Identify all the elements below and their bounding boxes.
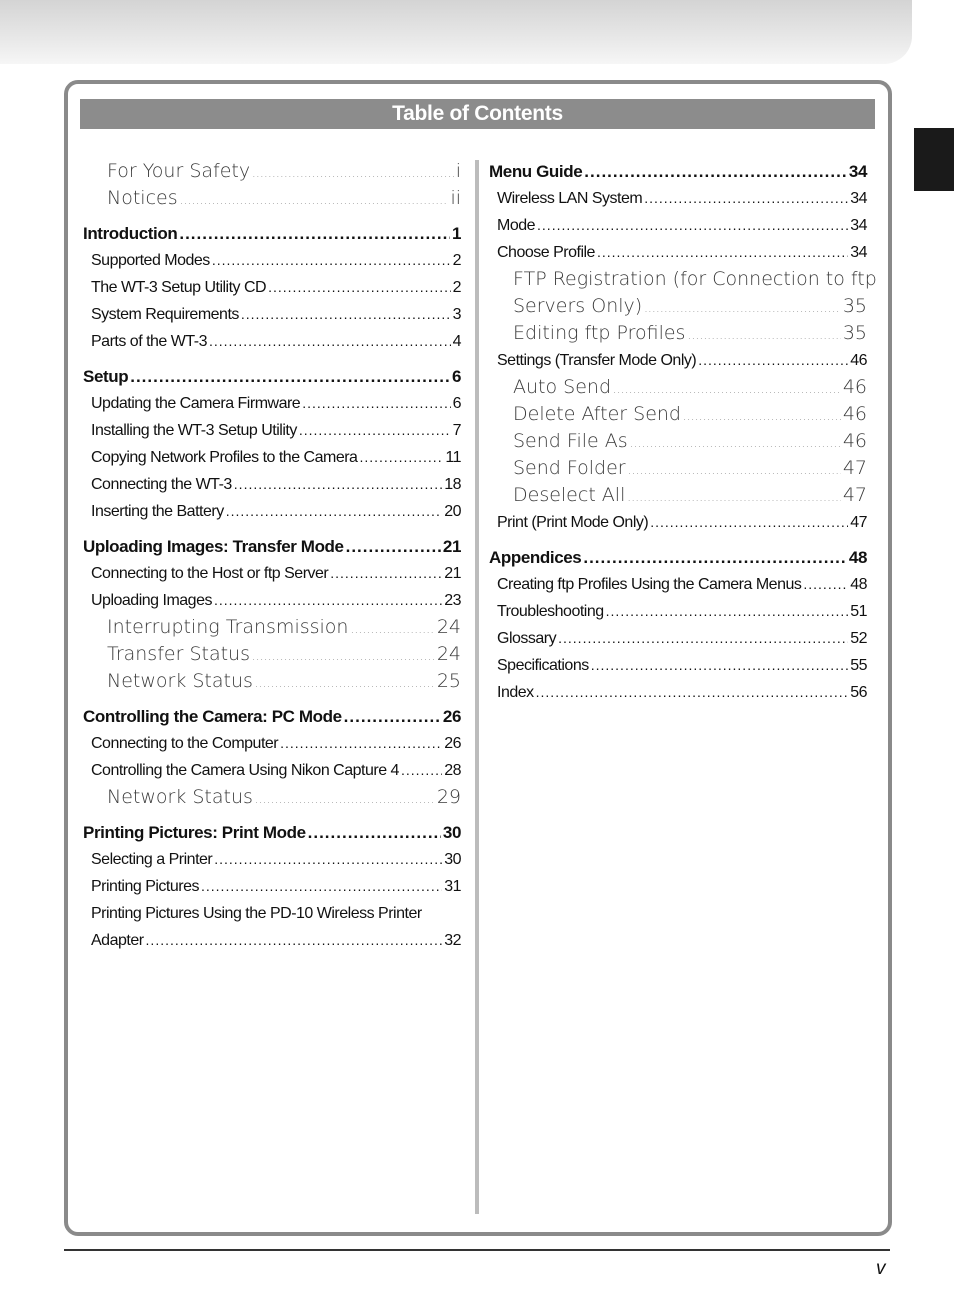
toc-entry-label: Interrupting Transmission — [107, 616, 349, 638]
toc-entry-label: Supported Modes — [91, 252, 210, 269]
toc-entry-label: Uploading Images — [91, 592, 212, 609]
dot-leader — [613, 374, 841, 403]
dot-leader — [268, 274, 450, 301]
toc-page-number: 23 — [444, 592, 461, 609]
toc-entry[interactable] — [489, 625, 867, 652]
toc-entry[interactable] — [83, 417, 461, 444]
dot-leader — [146, 927, 443, 954]
page-number: v — [876, 1258, 886, 1279]
dot-leader — [130, 363, 450, 390]
header-band — [0, 0, 912, 64]
toc-entry-label: Print (Print Mode Only) — [497, 514, 649, 531]
dot-leader — [591, 652, 848, 679]
toc-entry-label: Inserting the Battery — [91, 503, 224, 520]
toc-entry[interactable] — [489, 455, 867, 482]
toc-entry[interactable] — [83, 444, 461, 471]
toc-page-number: 3 — [452, 306, 461, 323]
dot-leader — [628, 455, 841, 484]
toc-page-number: 46 — [850, 352, 867, 369]
toc-section-heading[interactable] — [83, 220, 461, 247]
toc-page-number: 34 — [850, 217, 867, 234]
toc-section-heading[interactable] — [489, 158, 867, 185]
toc-entry-line[interactable]: FTP Registration (for Connection to ftp — [513, 268, 877, 290]
dot-leader — [241, 301, 451, 328]
toc-entry-label: Auto Send — [513, 376, 612, 398]
toc-entry[interactable] — [83, 757, 461, 784]
toc-page-number: 24 — [436, 643, 461, 665]
toc-page-number: 7 — [452, 422, 461, 439]
toc-entry-label: Delete After Send — [513, 403, 681, 425]
toc-entry-label: Servers Only) — [513, 295, 643, 317]
toc-entry-label: Connecting to the Host or ftp Server — [91, 565, 329, 582]
toc-entry[interactable] — [489, 239, 867, 266]
toc-page-number: 35 — [842, 322, 867, 344]
toc-page-number: 35 — [842, 295, 867, 317]
dot-leader — [803, 571, 848, 598]
toc-entry-label: Setup — [83, 367, 129, 386]
toc-entry-label: Notices — [107, 187, 178, 209]
dot-leader — [583, 544, 847, 571]
toc-entry-label: Parts of the WT-3 — [91, 333, 207, 350]
toc-entry[interactable] — [83, 390, 461, 417]
dot-leader — [302, 390, 450, 417]
toc-entry[interactable] — [83, 587, 461, 614]
toc-page-number: 26 — [444, 735, 461, 752]
toc-page-number: 30 — [444, 851, 461, 868]
dot-leader — [558, 625, 848, 652]
toc-page-number: 52 — [850, 630, 867, 647]
toc-entry[interactable] — [489, 185, 867, 212]
toc-entry-label: Send Folder — [513, 457, 626, 479]
toc-entry-label: Transfer Status — [107, 643, 250, 665]
toc-entry[interactable] — [489, 509, 867, 536]
dot-leader — [630, 428, 841, 457]
toc-page-number: 21 — [444, 565, 461, 582]
toc-entry-label: Connecting the WT-3 — [91, 476, 232, 493]
toc-entry[interactable] — [489, 212, 867, 239]
toc-right-column — [489, 158, 877, 706]
toc-page-number: 20 — [444, 503, 461, 520]
dot-leader — [644, 185, 848, 212]
toc-entry-label: Updating the Camera Firmware — [91, 395, 301, 412]
toc-entry[interactable] — [83, 730, 461, 757]
toc-entry[interactable] — [83, 668, 461, 695]
toc-page-number: 4 — [452, 333, 461, 350]
toc-page-number: 46 — [842, 376, 867, 398]
dot-leader — [280, 730, 442, 757]
dot-leader — [180, 185, 449, 214]
dot-leader — [344, 703, 441, 730]
dot-leader — [536, 679, 849, 706]
dot-leader — [308, 819, 441, 846]
toc-entry[interactable] — [83, 158, 461, 185]
dot-leader — [299, 417, 451, 444]
toc-page-number: ii — [450, 187, 461, 209]
toc-entry[interactable] — [489, 401, 867, 428]
toc-page-number: 2 — [452, 279, 461, 296]
dot-leader — [687, 320, 840, 349]
dot-leader — [650, 509, 848, 536]
toc-entry[interactable] — [489, 293, 867, 320]
dot-leader — [234, 471, 442, 498]
toc-page-number: 26 — [442, 707, 461, 726]
toc-page-number: 55 — [850, 657, 867, 674]
toc-entry-label: Adapter — [91, 932, 144, 949]
toc-page-number: 30 — [442, 823, 461, 842]
toc-entry[interactable] — [83, 873, 461, 900]
toc-entry-label: Glossary — [497, 630, 557, 647]
toc-page-number: 51 — [850, 603, 867, 620]
toc-entry-label: Editing ftp Profiles — [513, 322, 686, 344]
toc-entry[interactable] — [83, 784, 461, 811]
toc-page-number: 34 — [850, 190, 867, 207]
dot-leader — [330, 560, 442, 587]
dot-leader — [597, 239, 848, 266]
toc-entry[interactable] — [83, 301, 461, 328]
toc-page-number: 46 — [842, 403, 867, 425]
dot-leader — [214, 587, 442, 614]
toc-section-heading[interactable] — [83, 819, 461, 846]
toc-entry[interactable] — [83, 185, 461, 212]
section-tab-marker — [914, 128, 954, 191]
toc-page-number: 24 — [436, 616, 461, 638]
dot-leader — [252, 641, 435, 670]
toc-page-number: 29 — [436, 786, 461, 808]
toc-entry-label: Controlling the Camera Using Nikon Capture 4 — [91, 762, 399, 779]
toc-entry[interactable] — [83, 614, 461, 641]
toc-entry-label: Selecting a Printer — [91, 851, 213, 868]
toc-page-number: 28 — [444, 762, 461, 779]
dot-leader — [350, 614, 434, 643]
toc-entry-label: The WT-3 Setup Utility CD — [91, 279, 267, 296]
toc-entry[interactable] — [83, 328, 461, 355]
toc-entry-label: Copying Network Profiles to the Camera — [91, 449, 358, 466]
toc-entry-label: Index — [497, 684, 534, 701]
toc-entry[interactable] — [83, 471, 461, 498]
toc-page-number: 11 — [445, 449, 461, 466]
toc-section-heading[interactable] — [83, 533, 461, 560]
toc-entry-label: Specifications — [497, 657, 589, 674]
toc-entry[interactable] — [489, 652, 867, 679]
toc-entry[interactable] — [83, 846, 461, 873]
toc-entry-label: Creating ftp Profiles Using the Camera Menus — [497, 576, 802, 593]
toc-page-number: 34 — [848, 162, 867, 181]
toc-page-number: 48 — [848, 548, 867, 567]
toc-section-heading[interactable] — [83, 703, 461, 730]
toc-entry-label: Uploading Images: Transfer Mode — [83, 537, 344, 556]
dot-leader — [606, 598, 849, 625]
toc-section-heading[interactable] — [83, 363, 461, 390]
toc-entry-label: Introduction — [83, 224, 178, 243]
toc-entry-label: Settings (Transfer Mode Only) — [497, 352, 697, 369]
toc-entry-label: Printing Pictures — [91, 878, 199, 895]
dot-leader — [226, 498, 443, 525]
toc-page-number: 18 — [444, 476, 461, 493]
toc-entry[interactable] — [83, 247, 461, 274]
toc-entry[interactable] — [489, 598, 867, 625]
dot-leader — [584, 158, 847, 185]
toc-entry-label: Printing Pictures: Print Mode — [83, 823, 306, 842]
toc-left-column — [83, 158, 461, 954]
toc-entry[interactable] — [489, 482, 867, 509]
toc-entry[interactable] — [83, 641, 461, 668]
toc-entry-label: Menu Guide — [489, 162, 583, 181]
toc-page-number: 47 — [842, 457, 867, 479]
toc-page-number: 25 — [436, 670, 461, 692]
dot-leader — [359, 444, 443, 471]
toc-entry[interactable] — [489, 571, 867, 598]
toc-entry[interactable] — [489, 679, 867, 706]
toc-entry-label: Connecting to the Computer — [91, 735, 279, 752]
dot-leader — [201, 873, 442, 900]
toc-page-number: 47 — [850, 514, 867, 531]
dot-leader — [346, 533, 441, 560]
toc-entry-label: Controlling the Camera: PC Mode — [83, 707, 342, 726]
toc-entry-label: Wireless LAN System — [497, 190, 643, 207]
toc-entry-label: Network Status — [107, 670, 253, 692]
toc-entry-line[interactable]: Printing Pictures Using the PD-10 Wireless Printer — [91, 905, 422, 922]
toc-page-number: 56 — [850, 684, 867, 701]
toc-entry[interactable] — [83, 498, 461, 525]
toc-entry[interactable] — [489, 347, 867, 374]
toc-page-number: 48 — [850, 576, 867, 593]
toc-page-number: 6 — [451, 367, 461, 386]
dot-leader — [627, 482, 840, 511]
toc-entry-label: Deselect All — [513, 484, 626, 506]
dot-leader — [214, 846, 442, 873]
toc-entry-label: Send File As — [513, 430, 628, 452]
toc-entry[interactable] — [489, 374, 867, 401]
toc-page-number: 34 — [850, 244, 867, 261]
toc-entry[interactable] — [83, 274, 461, 301]
toc-section-heading[interactable] — [489, 544, 867, 571]
toc-page-number: 47 — [842, 484, 867, 506]
toc-page-number: 2 — [452, 252, 461, 269]
dot-leader — [179, 220, 450, 247]
toc-entry-label: Installing the WT-3 Setup Utility — [91, 422, 297, 439]
page-title: Table of Contents — [80, 99, 875, 129]
dot-leader — [252, 158, 454, 187]
toc-entry-label: Network Status — [107, 786, 253, 808]
toc-page-number: 6 — [452, 395, 461, 412]
toc-entry[interactable] — [83, 927, 461, 954]
toc-entry[interactable] — [489, 320, 867, 347]
dot-leader — [683, 401, 841, 430]
toc-entry[interactable] — [489, 428, 867, 455]
dot-leader — [209, 328, 451, 355]
dot-leader — [255, 668, 435, 697]
toc-entry-label: Troubleshooting — [497, 603, 604, 620]
toc-page-number: 21 — [442, 537, 461, 556]
dot-leader — [212, 247, 451, 274]
column-divider — [475, 160, 479, 1214]
dot-leader — [255, 784, 435, 813]
dot-leader — [698, 347, 848, 374]
toc-entry-label: Appendices — [489, 548, 582, 567]
toc-page-number: 32 — [444, 932, 461, 949]
toc-entry-label: Choose Profile — [497, 244, 595, 261]
dot-leader — [644, 293, 841, 322]
dot-leader — [401, 757, 442, 784]
toc-entry-label: Mode — [497, 217, 536, 234]
toc-entry-label: For Your Safety — [107, 160, 251, 182]
toc-entry-label: System Requirements — [91, 306, 239, 323]
toc-page-number: 31 — [444, 878, 461, 895]
toc-page-number: 46 — [842, 430, 867, 452]
footer-rule — [64, 1249, 890, 1251]
toc-page-number: i — [455, 160, 461, 182]
toc-page-number: 1 — [451, 224, 461, 243]
dot-leader — [537, 212, 848, 239]
toc-entry[interactable] — [83, 560, 461, 587]
